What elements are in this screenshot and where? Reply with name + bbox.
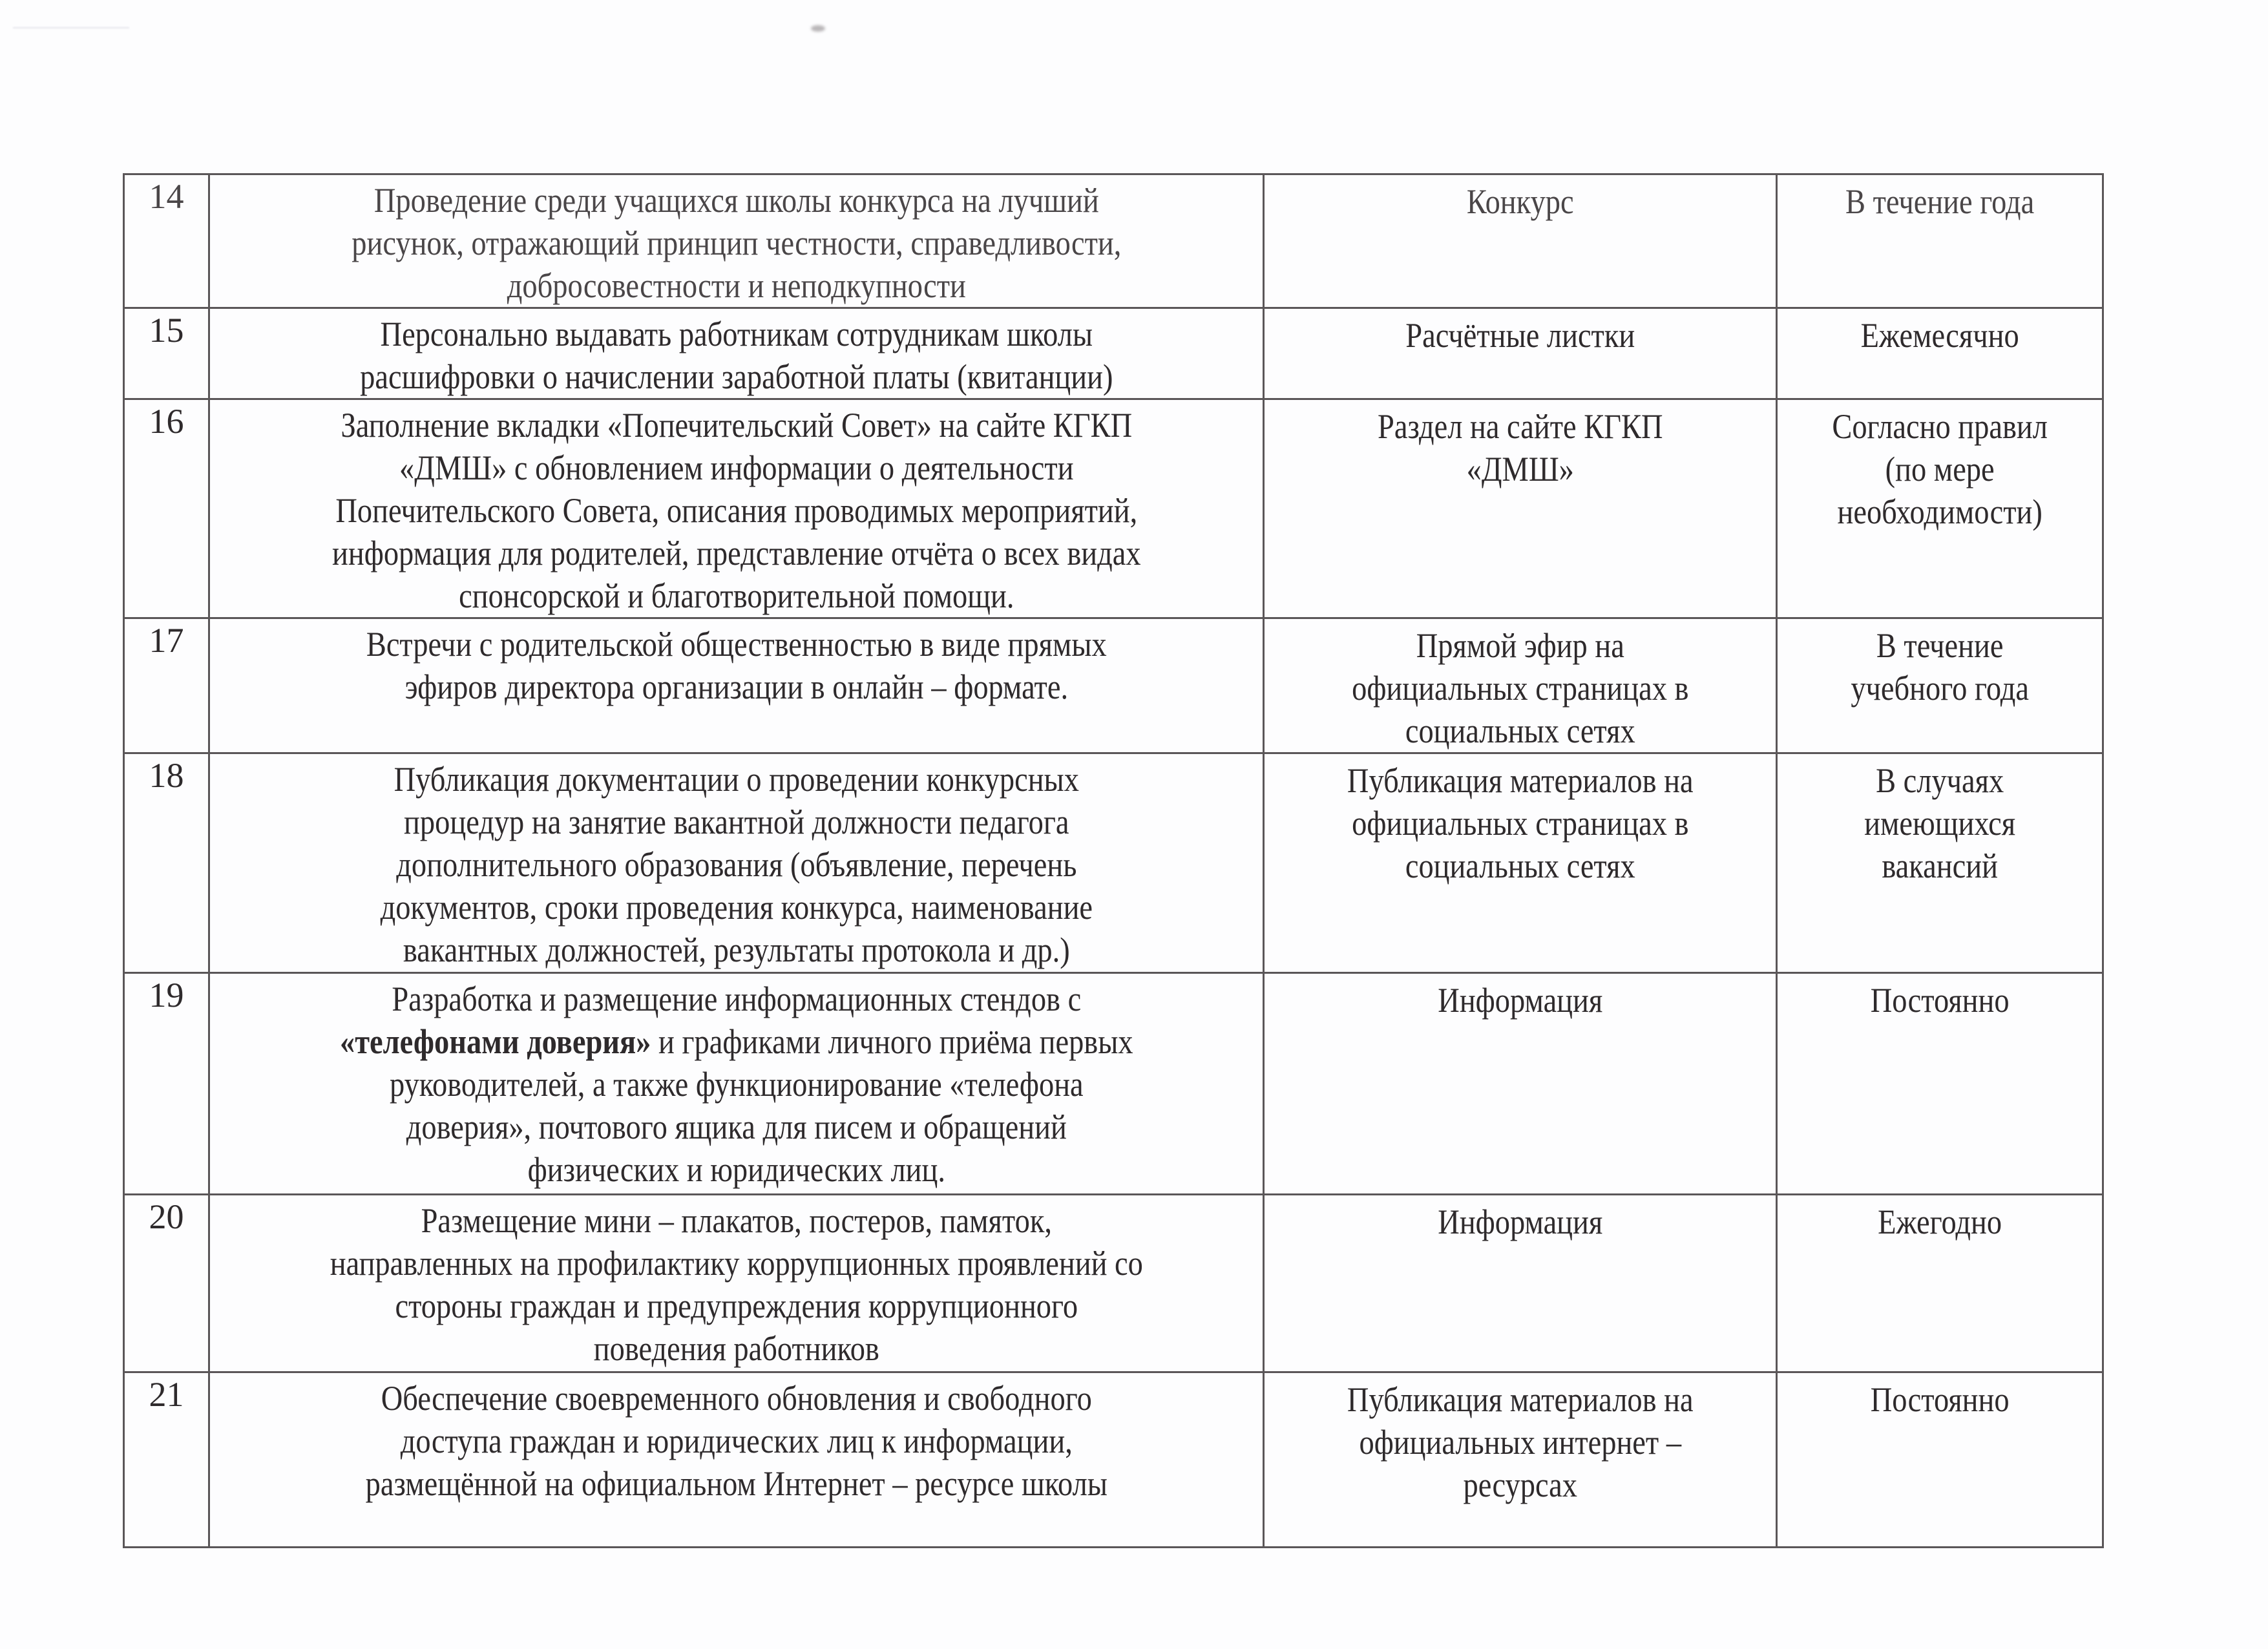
table-row — [124, 1195, 2103, 1372]
scan-speck — [811, 25, 825, 32]
row-number: 17 — [124, 618, 209, 753]
period-cell — [1777, 399, 2103, 618]
period-line: В течение — [1876, 626, 2004, 665]
period-line: Ежегодно — [1878, 1203, 2002, 1241]
activity-line: физических и юридических лиц. — [527, 1150, 945, 1189]
table-row — [124, 618, 2103, 753]
form-line: ресурсах — [1463, 1465, 1577, 1504]
table-row — [124, 973, 2103, 1195]
row-number: 15 — [124, 308, 209, 399]
form-cell — [1264, 753, 1777, 973]
form-line: Публикация материалов на — [1347, 1380, 1694, 1419]
form-cell — [1264, 399, 1777, 618]
emphasis-text: «телефонами доверия» — [339, 1022, 651, 1061]
activity-line: стороны граждан и предупреждения коррупционного — [395, 1287, 1078, 1325]
form-line: Конкурс — [1466, 182, 1574, 221]
form-line: Прямой эфир на — [1416, 626, 1624, 665]
form-line: Информация — [1438, 1203, 1602, 1241]
form-cell — [1264, 973, 1777, 1195]
activity-cell — [209, 308, 1264, 399]
activity-line: доверия», почтового ящика для писем и обращений — [406, 1108, 1067, 1146]
row-number: 19 — [124, 973, 209, 1195]
activity-line: спонсорской и благотворительной помощи. — [458, 576, 1014, 615]
activity-line: расшифровки о начислении заработной платы (квитанции) — [359, 357, 1113, 396]
activity-line: документов, сроки проведения конкурса, наименование — [380, 888, 1093, 927]
activity-line: Обеспечение своевременного обновления и свободного — [381, 1379, 1092, 1418]
period-cell — [1777, 753, 2103, 973]
activity-cell — [209, 1372, 1264, 1548]
activity-line: руководителей, а также функционирование «телефона — [389, 1065, 1084, 1104]
period-line: В течение года — [1845, 182, 2035, 221]
activity-cell — [209, 618, 1264, 753]
form-cell — [1264, 618, 1777, 753]
activity-line: «телефонами доверия» и графиками личного приёма первых — [339, 1022, 1133, 1061]
activity-line: Попечительского Совета, описания проводимых мероприятий, — [335, 491, 1137, 530]
row-number: 18 — [124, 753, 209, 973]
activity-line: Разработка и размещение информационных стендов с — [392, 980, 1081, 1018]
activity-line: Размещение мини – плакатов, постеров, памяток, — [421, 1201, 1052, 1240]
scan-artifact — [13, 27, 129, 28]
activity-line: размещённой на официальном Интернет – ресурсе школы — [365, 1464, 1108, 1503]
activity-cell — [209, 973, 1264, 1195]
table-row — [124, 174, 2103, 308]
form-cell — [1264, 1195, 1777, 1372]
period-cell — [1777, 1195, 2103, 1372]
period-cell — [1777, 1372, 2103, 1548]
table-row — [124, 753, 2103, 973]
period-line: учебного года — [1851, 669, 2029, 708]
activity-line: Персонально выдавать работникам сотрудникам школы — [380, 315, 1093, 353]
activity-cell — [209, 753, 1264, 973]
activity-line: «ДМШ» с обновлением информации о деятельности — [399, 448, 1074, 487]
activity-line: добросовестности и неподкупности — [507, 266, 966, 305]
activity-line: вакантных должностей, результаты протокола и др.) — [403, 930, 1070, 969]
form-cell — [1264, 174, 1777, 308]
form-cell — [1264, 308, 1777, 399]
form-line: официальных страницах в — [1351, 669, 1689, 708]
table-row — [124, 308, 2103, 399]
activity-line: эфиров директора организации в онлайн – формате. — [404, 667, 1068, 706]
row-number: 21 — [124, 1372, 209, 1548]
activity-line: доступа граждан и юридических лиц к информации, — [400, 1422, 1073, 1460]
form-line: официальных страницах в — [1351, 804, 1689, 843]
activity-line: рисунок, отражающий принцип честности, справедливости, — [351, 224, 1122, 262]
period-line: Согласно правил — [1832, 407, 2048, 446]
form-line: социальных сетях — [1405, 846, 1635, 885]
period-line: Ежемесячно — [1860, 316, 2019, 355]
table-row — [124, 399, 2103, 618]
period-line: необходимости) — [1837, 492, 2042, 531]
activity-line: Встречи с родительской общественностью в виде прямых — [366, 625, 1107, 664]
form-cell — [1264, 1372, 1777, 1548]
activity-line: дополнительного образования (объявление, перечень — [395, 845, 1077, 884]
form-line: Публикация материалов на — [1347, 761, 1694, 800]
period-line: имеющихся — [1864, 804, 2016, 843]
period-cell — [1777, 174, 2103, 308]
period-line: (по мере — [1885, 450, 1995, 488]
period-line: Постоянно — [1870, 1380, 2010, 1419]
activity-line: Заполнение вкладки «Попечительский Совет» на сайте КГКП — [341, 406, 1132, 445]
period-cell — [1777, 618, 2103, 753]
row-number: 16 — [124, 399, 209, 618]
form-line: социальных сетях — [1405, 711, 1635, 750]
form-line: Расчётные листки — [1405, 316, 1635, 355]
activity-line: направленных на профилактику коррупционных проявлений со — [330, 1244, 1143, 1283]
period-cell — [1777, 308, 2103, 399]
table-row — [124, 1372, 2103, 1548]
measures-table — [123, 173, 2104, 1548]
activity-line: процедур на занятие вакантной должности педагога — [403, 803, 1069, 841]
period-line: В случаях — [1875, 761, 2004, 800]
period-line: Постоянно — [1870, 981, 2010, 1020]
row-number: 14 — [124, 174, 209, 308]
form-line: официальных интернет – — [1359, 1423, 1681, 1462]
period-line: вакансий — [1882, 846, 1998, 885]
form-line: Раздел на сайте КГКП — [1377, 407, 1663, 446]
activity-line: Проведение среди учащихся школы конкурса на лучший — [373, 181, 1099, 220]
activity-cell — [209, 174, 1264, 308]
row-number: 20 — [124, 1195, 209, 1372]
activity-line: поведения работников — [593, 1329, 879, 1368]
activity-cell — [209, 1195, 1264, 1372]
activity-line: информация для родителей, представление отчёта о всех видах — [331, 534, 1141, 572]
activity-cell — [209, 399, 1264, 618]
period-cell — [1777, 973, 2103, 1195]
form-line: «ДМШ» — [1466, 450, 1574, 488]
activity-line: Публикация документации о проведении конкурсных — [394, 760, 1079, 799]
form-line: Информация — [1438, 981, 1602, 1020]
